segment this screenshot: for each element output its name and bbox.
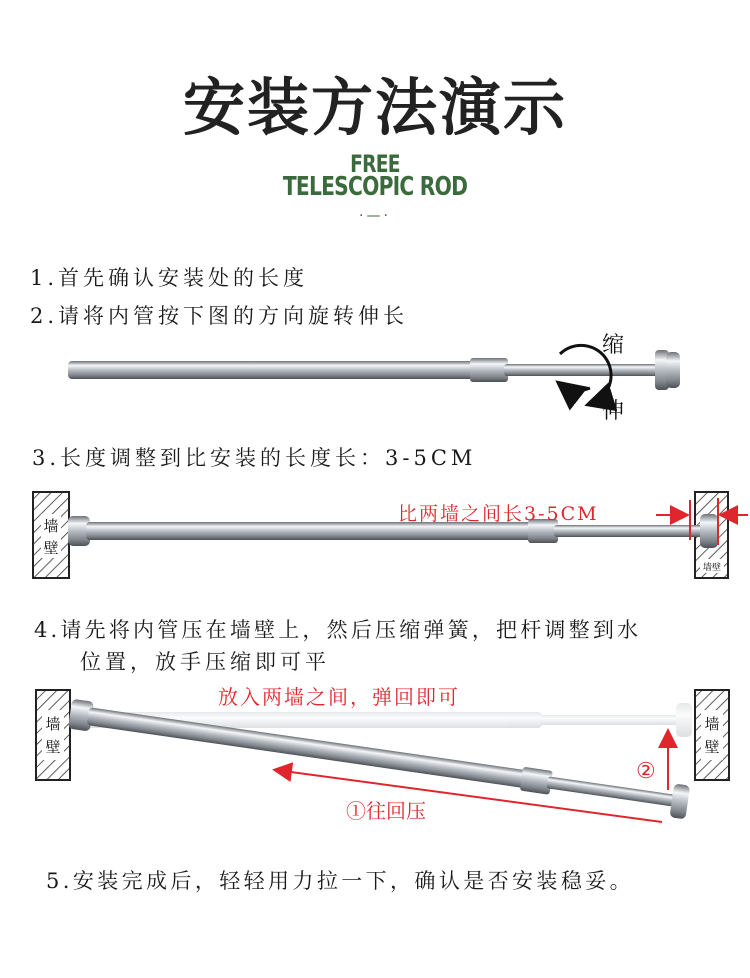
rod-outer-tube — [68, 361, 504, 379]
logo-divider-mark: ·—· — [359, 208, 391, 224]
shrink-label: 缩 — [602, 333, 625, 358]
rod-end-cap — [666, 352, 680, 388]
rod-final-cap — [676, 703, 692, 737]
wall3-right-label-1: 墙 — [704, 715, 720, 733]
rod-final-inner — [540, 715, 690, 725]
step-5-text: 5.安装完成后，轻轻用力拉一下，确认是否安装稳妥。 — [46, 869, 635, 893]
insert-annotation: 放入两墙之间，弹回即可 — [218, 685, 460, 709]
wall-left-label-1: 墙 — [43, 517, 59, 535]
wall-right-label: 墙壁 — [702, 563, 722, 573]
wall3-left-label-1: 墙 — [45, 715, 61, 733]
rod-inner-tube — [504, 364, 664, 376]
wall3-left-label-2: 壁 — [45, 738, 61, 756]
rotate-extend-arrow — [560, 384, 590, 390]
step-2-text: 2.请将内管按下图的方向旋转伸长 — [30, 304, 409, 328]
step-4-text-line1: 4.请先将内管压在墙壁上，然后压缩弹簧，把杆调整到水 — [34, 618, 642, 642]
step-4-text-line2: 位置，放手压缩即可平 — [80, 650, 330, 674]
step-1-text: 1.首先确认安装处的长度 — [30, 266, 309, 290]
logo-line-telescopic-rod: TELESCOPIC ROD — [282, 172, 468, 202]
rod2-right-cap — [700, 514, 718, 548]
rod-rotation-diagram — [68, 333, 680, 424]
logo-line-free: FREE — [350, 150, 400, 178]
push-back-label: ①往回压 — [346, 799, 426, 823]
extend-label: 伸 — [602, 399, 625, 424]
length-annotation: 比两墙之间长3-5CM — [398, 503, 599, 525]
page-title: 安装方法演示 — [182, 71, 567, 144]
length-comparison-diagram — [33, 492, 748, 578]
step-3-text: 3.长度调整到比安装的长度长：3-5CM — [32, 446, 477, 470]
lift-up-label: ② — [636, 759, 656, 784]
rod-joint — [470, 358, 508, 382]
rod2-inner-tube — [554, 525, 704, 537]
rod-tilted-right-cap — [669, 783, 690, 819]
wall-left-label-2: 壁 — [43, 539, 59, 557]
wall3-right-label-2: 壁 — [704, 738, 720, 756]
insertion-diagram — [36, 685, 729, 823]
